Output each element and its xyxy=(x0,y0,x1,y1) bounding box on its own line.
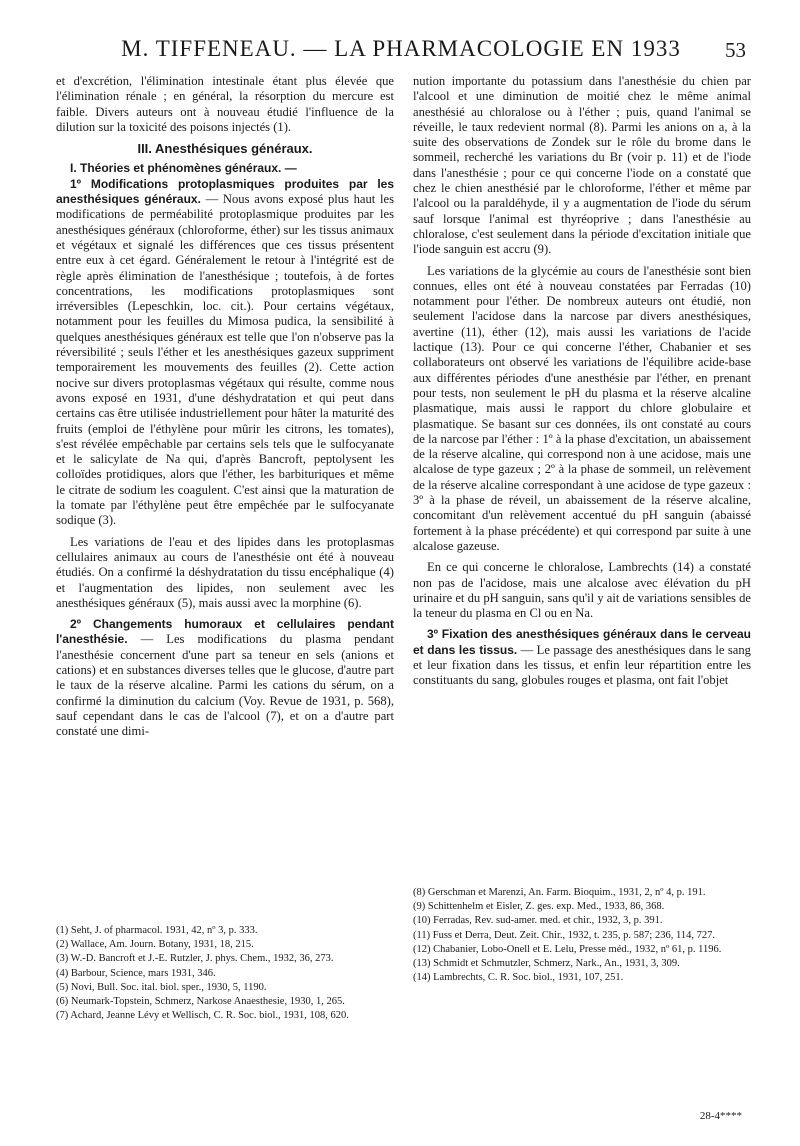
paragraph-text: — Les modifications du plasma pendant l'anesthésie concernent d'une part sa teneur en sels (anions et cations) et en substances diverses telles que le glucose, d'autre part le taux de la réserve alcaline. Parmi les cations du sérum, on a confirmé la diminution du calcium (Voy. Revue de 1931, p. 568), sauf cependant dans le cas de l'alcool (7), et on a d'autre part constaté une dimi- xyxy=(56,632,394,739)
footnote: (2) Wallace, Am. Journ. Botany, 1931, 18, 215. xyxy=(56,939,254,951)
paragraph-text: — Nous avons exposé plus haut les modifications de perméabilité protoplasmique produites par les anesthésiques généraux (chloroforme, éther) sur les tissus animaux et végétaux et signalé les différences que ces tissus présentent entre eux à cet égard. Généralement le retour à l'intégrité est de règle après élimination de l'anesthésique ; toutefois, à de fortes concentrations, les modifications protoplasmiques sont irréversibles (Lepeschkin, loc. cit.). Pour certains végétaux, notamment pour les feuilles du Mimosa pudica, la sensibilité à quelques anesthésiques généraux est telle que l'on n'observe pas la réversibilité ; seuls l'éther et les anesthésiques gazeux suppriment temporairement les mouvements des feuilles (2). Cette action nocive sur divers protoplasmas végétaux qui résulte, comme nous avons exposé en 1931, d'une déshydratation et qui peut dans certains cas être utilisée industriellement pour hâter la maturité des fruits (emploi de l'éthylène pour mûrir les citrons, les tomates), s'est révélée empêchable par certains sels tels que le sulfocyanate et le salicylate de Na qui, d'après Bancroft, peptolysent les colloïdes protidiques, alors que l'éther, les barbituriques et même le citrate de sodium les coagulent. C'est ainsi que la maturation de la tomate par l'éthylène peut être empêchée par le sulfocyanate sodique (3). xyxy=(56,192,394,528)
paragraph: et d'excrétion, l'élimination intestinale étant plus élevée que l'élimination rénale ; en général, la résorption du mercure est faible. Divers auteurs ont à nouveau étudié l'influence de la dilution sur la toxicité des poisons injectés (1). xyxy=(56,74,394,134)
footnote: (12) Chabanier, Lobo-Onell et E. Lelu, Presse méd., 1932, nº 61, p. 1196. xyxy=(413,943,722,955)
footnote: (8) Gerschman et Marenzi, An. Farm. Bioquim., 1931, 2, nº 4, p. 191. xyxy=(413,887,706,898)
running-title: M. TIFFENEAU. — LA PHARMACOLOGIE EN 1933 xyxy=(121,36,681,61)
footnote: (4) Barbour, Science, mars 1931, 346. xyxy=(56,967,216,979)
subsection-heading: 3º Fixation des anesthésiques généraux dans le cerveau et dans les tissus. xyxy=(413,627,751,657)
footnote: (10) Ferradas, Rev. sud-amer. med. et chir., 1932, 3, p. 391. xyxy=(413,915,663,927)
paragraph xyxy=(413,627,751,688)
paragraph: En ce qui concerne le chloralose, Lambrechts (14) a constaté non pas de l'acidose, mais une alcalose avec élévation du pH urinaire et du pH sanguin, sans qu'il y ait de variations sensibles de la teneur du plasma en Cl ou en Na. xyxy=(413,560,751,621)
paragraph: nution importante du potassium dans l'anesthésie du chien par l'alcool et une diminution de moitié chez le même animal anesthésié au chloralose ou à l'éther ; puis, quand l'animal se réveille, le taux redevient normal (8). Parmi les anions on a, à la suite des observations de Zondek sur le rôle du brome dans le sommeil, recherché les variations du Br (voir p. 11) et de l'iode dans l'anesthésie ; pour ce qui concerne l'iode on a constaté que chez le chien anesthésié par le chloroforme, l'éther et même par l'alcool ou la paraldéhyde, il y a augmentation de l'iode du sérum sauf lorsque l'animal est thyréoprive ; dans l'anesthésie au chloralose, c'est seulement dans la période d'excitation initiale que l'iode sanguin est accru (9). xyxy=(413,74,751,257)
subsection-heading: 2º Changements humoraux et cellulaires pendant l'anesthésie. xyxy=(56,617,394,647)
paragraph xyxy=(56,617,394,739)
running-header xyxy=(56,36,746,68)
footnotes-right xyxy=(413,886,751,985)
paragraph xyxy=(56,177,394,529)
right-column xyxy=(413,74,751,689)
printer-signature: 28-4**** xyxy=(699,1110,742,1122)
subsection-heading: I. Théories et phénomènes généraux. — xyxy=(70,161,297,176)
footnote: (1) Seht, J. of pharmacol. 1931, 42, nº 3, p. 333. xyxy=(56,925,258,936)
footnote: (9) Schittenhelm et Eisler, Z. ges. exp. Med., 1933, 86, 368. xyxy=(413,901,665,913)
footnote: (5) Novi, Bull. Soc. ital. biol. sper., 1930, 5, 1190. xyxy=(56,981,267,993)
paragraph-text: — Le passage des anesthésiques dans le sang et leur fixation dans les tissus, et enfin leur répartition entre les constituants du sang, globules rouges et plasma, ont fait l'objet xyxy=(413,642,751,688)
footnote: (3) W.-D. Bancroft et J.-E. Rutzler, J. phys. Chem., 1932, 36, 273. xyxy=(56,953,334,965)
footnote: (6) Neumark-Topstein, Schmerz, Narkose Anaesthesie, 1930, 1, 265. xyxy=(56,996,345,1008)
left-column xyxy=(56,74,394,739)
paragraph: Les variations de l'eau et des lipides dans les protoplasmas cellulaires animaux au cours de l'anesthésie ont été à nouveau étudiés. On a confirmé la déshydratation du tissu encéphalique (4) et l'augmentation des lipides, non seulement avec les anesthésiques généraux (5), mais aussi avec la morphine (6). xyxy=(56,534,394,610)
footnote: (7) Achard, Jeanne Lévy et Wellisch, C. R. Soc. biol., 1931, 108, 620. xyxy=(56,1010,349,1022)
page-number: 53 xyxy=(725,38,746,62)
footnotes-left xyxy=(56,924,394,1023)
footnote: (14) Lambrechts, C. R. Soc. biol., 1931, 107, 251. xyxy=(413,972,624,984)
paragraph: Les variations de la glycémie au cours de l'anesthésie sont bien connues, elles ont été à nouveau constatées par Ferradas (10) notamment pour l'éther. De nombreux auteurs ont étudié, non seulement l'acidose dans la narcose par divers anesthésiques, avertine (11), éther (12), mais aussi les variations de l'acide lactique (13). Pour ce qui concerne l'éther, Chabanier et ses collaborateurs ont observé les variations de l'équilibre acide-base aux différentes périodes d'une anesthésie par l'éther, en prenant pour tests, non seulement le pH du plasma et la réserve alcaline plasmatique, mais aussi le rapport du chlore globulaire et plasmatique. Se basant sur ces données, ils ont constaté au cours de la narcose par l'éther : 1º à la phase d'excitation, un abaissement de la réserve alcaline, qui correspond non à une acidose, mais une alcalose de type gazeux ; 2º à la phase de sommeil, un relèvement de la réserve alcaline correspondant à une acidose de type gazeux : 3º à la phase de réveil, un abaissement de la réserve alcaline, concomitant d'un relèvement accentué du pH sanguin (abaissé fortement à la phase précédente) et qui correspond par suite à une alcalose gazeuse. xyxy=(413,263,751,553)
footnote: (11) Fuss et Derra, Deut. Zeit. Chir., 1932, t. 235, p. 587; 236, 114, 727. xyxy=(413,929,715,941)
footnote: (13) Schmidt et Schmutzler, Schmerz, Nark., An., 1931, 3, 309. xyxy=(413,958,680,970)
paragraph xyxy=(56,161,394,176)
section-title: III. Anesthésiques généraux. xyxy=(137,141,313,157)
subsection-heading: 1º Modifications protoplasmiques produites par les anesthésiques généraux. xyxy=(56,176,394,207)
